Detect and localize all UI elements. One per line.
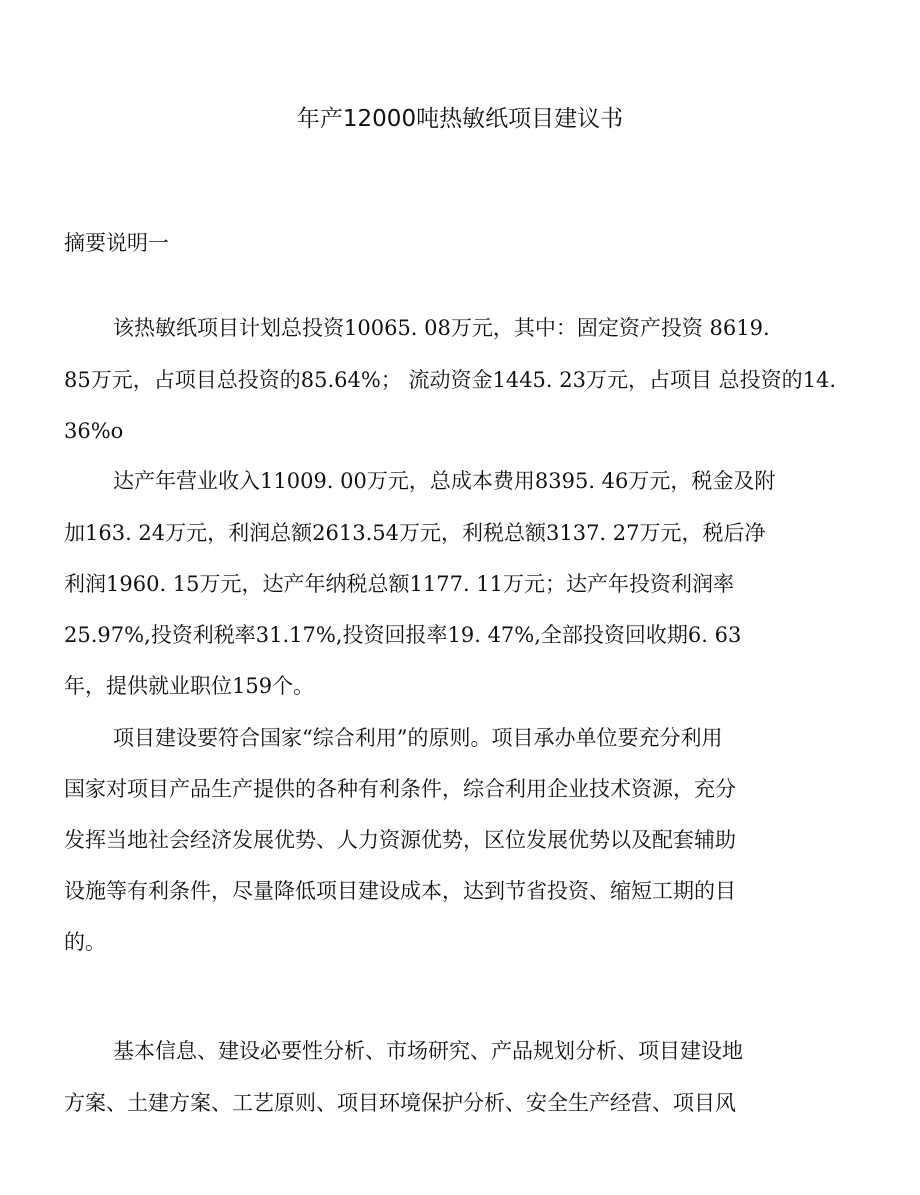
paragraph-1-line-1: 该热敏纸项目计划总投资10065. 08万元，其中：固定资产投资 8619. bbox=[113, 316, 770, 340]
paragraph-2-line-4: 25.97%,投资利税率31.17%,投资回报率19. 47%,全部投资回收期6. 63 bbox=[64, 623, 742, 647]
paragraph-2-line-1: 达产年营业收入11009. 00万元，总成本费用8395. 46万元，税金及附 bbox=[113, 469, 776, 493]
paragraph-3-line-5: 的。 bbox=[64, 930, 106, 954]
paragraph-3-line-1: 项目建设要符合国家“综合利用”的原则。项目承办单位要充分利用 bbox=[113, 726, 723, 750]
paragraph-2-line-2: 加163. 24万元，利润总额2613.54万元，利税总额3137. 27万元，税后净 bbox=[64, 521, 766, 545]
paragraph-3-line-3: 发挥当地社会经济发展优势、人力资源优势，区位发展优势以及配套辅助 bbox=[64, 828, 736, 852]
paragraph-1-line-3: 36%o bbox=[64, 419, 124, 443]
paragraph-4-line-2: 方案、土建方案、工艺原则、项目环境保护分析、安全生产经营、项目风 bbox=[64, 1091, 736, 1115]
paragraph-2-line-5: 年，提供就业职位159个。 bbox=[64, 674, 315, 698]
section-heading: 摘要说明一 bbox=[64, 231, 169, 255]
document-title: 年产12000吨热敏纸项目建议书 bbox=[296, 106, 624, 132]
paragraph-1-line-2: 85万元，占项目总投资的85.64%； 流动资金1445. 23万元，占项目 总投资的14. bbox=[64, 368, 837, 392]
paragraph-2-line-3: 利润1960. 15万元，达产年纳税总额1177. 11万元；达产年投资利润率 bbox=[64, 572, 735, 596]
paragraph-3-line-2: 国家对项目产品生产提供的各种有利条件，综合利用企业技术资源，充分 bbox=[64, 777, 736, 801]
paragraph-4-line-1: 基本信息、建设必要性分析、市场研究、产品规划分析、项目建设地 bbox=[113, 1039, 743, 1063]
paragraph-3-line-4: 设施等有利条件，尽量降低项目建设成本，达到节省投资、缩短工期的目 bbox=[64, 879, 736, 903]
